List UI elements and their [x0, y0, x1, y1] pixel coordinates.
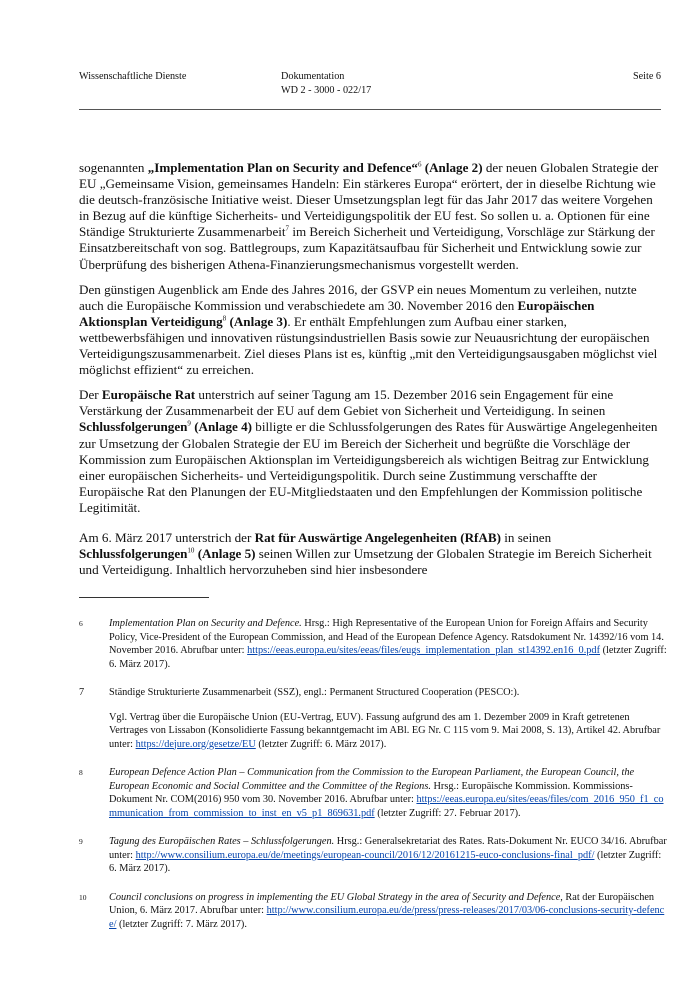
- footnote-number: 10: [79, 892, 87, 902]
- paragraph-4: Am 6. März 2017 unterstrich der Rat für Auswärtige Angelegenheiten (RfAB) in seinen Schlussfolgerungen$^{10}$ (Anlage 5) seinen Willen zur Umsetzung der Globalen Strategie im Bereich Sicherheit und Verteidigung. Inhaltlich hervorzuheben sind hier insbesondere: [79, 529, 652, 578]
- footnote-number: 7: [79, 687, 85, 698]
- footnote-8: 8 European Defence Action Plan – Communication from the Commission to the European Parliament, the European Council, the European Economic and Social Committee and the Committee of the Regions. Hrsg.: Europäische Kommission. Kommissions-Dokument Nr. COM(2016) 950 vom 30. November 2016. Abrufbar unter: https://eeas.europa.eu/sites/eeas/files/com_2016_950_f1_communication_from_commission_to_inst_en_v5_p1_869631.pdf (letzter Zugriff: 27. Februar 2017).: [79, 767, 664, 819]
- footnote-ref-10[interactable]: 10: [187, 546, 195, 555]
- footnote-6-link[interactable]: https://eeas.europa.eu/sites/eeas/files/eugs_implementation_plan_st14392.en16_0.pdf: [247, 645, 600, 656]
- footnote-9-link[interactable]: http://www.consilium.europa.eu/de/meetings/european-council/2016/12/20161215-euco-conclusions-final_pdf/: [135, 849, 595, 861]
- footnote-number: 6: [79, 619, 83, 628]
- header-doc-type: Dokumentation: [281, 71, 345, 82]
- footnote-7: 7 Ständige Strukturierte Zusammenarbeit (SSZ), engl.: Permanent Structured Cooperation (PESCO:). Vgl. Vertrag über die Europäische Union (EU-Vertrag, EUV). Fassung aufgrund des am 1. Dezember 2009 in Kraft getretenen Vertrages von Lissabon (Konsolidierte Fassung bekanntgemacht im ABl. EG Nr. C 115 vom 9. Mai 2008, S. 13), Artikel 42. Abrufbar unter: https://dejure.org/gesetze/EU (letzter Zugriff: 6. März 2017).: [79, 687, 661, 750]
- footnote-10: 10 Council conclusions on progress in implementing the EU Global Strategy in the area of Security and Defence, Rat der Europäischen Union, 6. März 2017. Abrufbar unter: http://www.consilium.europa.eu/de/press/press-releases/2017/03/06-conclusions-security-defence/ (letzter Zugriff: 7. März 2017).: [79, 891, 665, 930]
- footnote-separator: [79, 597, 209, 598]
- header-left: Wissenschaftliche Dienste: [79, 71, 187, 82]
- header-doc-number: WD 2 - 3000 - 022/17: [281, 85, 372, 96]
- footnote-ref-8[interactable]: 8: [222, 314, 227, 323]
- footnote-number: 9: [79, 837, 83, 846]
- footnotes: [79, 617, 669, 946]
- main-text: [79, 160, 661, 587]
- paragraph-2: Den günstigen Augenblick am Ende des Jahres 2016, der GSVP ein neues Momentum zu verleihen, nutzte auch die Europäische Kommission und verabschiedete am 30. November 2016 den Europäischen Aktionsplan Verteidigung$^8$ (Anlage 3). Er enthält Empfehlungen zum Aufbau einer starken, wettbewerbsfähigen und innovativen rüstungsindustriellen Basis sowie zur Neuausrichtung der europäischen Verteidigungszusammenarbeit. Ziel dieses Plans ist es, künftig „mit den Verteidigungsausgaben möglichst viel möglichst effizient“ zu erreichen.: [79, 281, 658, 378]
- footnote-9: 9 Tagung des Europäischen Rates – Schlussfolgerungen. Hrsg.: Generalsekretariat des Rates. Rats-Dokument Nr. EUCO 34/16. Abrufbar unter: http://www.consilium.europa.eu/de/meetings/european-council/2016/12/20161215-euco-conclusions-final_pdf/ (letzter Zugriff: 6. März 2017).: [79, 836, 667, 874]
- footnote-number: 8: [79, 768, 83, 777]
- paragraph-1: sogenannten „Implementation Plan on Security and Defence“$^6$ (Anlage 2) der neuen Globalen Strategie der EU „Gemeinsame Vision, gemeinsames Handeln: Ein stärkeres Europa“ erörtert, der in dieselbe Richtung wie die deutsch-französische Initiative weist. Dieser Umsetzungsplan legt für das Jahr 2017 das weitere Vorgehen in Bezug auf die künftige Sicherheits- und Verteidigungspolitik der EU fest. So sollen u. a. Optionen für eine Ständige Strukturierte Zusammenarbeit$^7$ im Bereich Sicherheit und Verteidigung, Vorschläge zur Stärkung der Einsatzbereitschaft von sog. Battlegroups, zum Kapazitätsaufbau für Sicherheit und Entwicklung sowie zur Überprüfung des bisherigen Athena-Finanzierungsmechanismus vorgestellt werden.: [79, 160, 659, 272]
- header-center: [281, 70, 371, 98]
- paragraph-3: Der Europäische Rat unterstrich auf seiner Tagung am 15. Dezember 2016 sein Engagement für eine Verstärkung der Zusammenarbeit der EU auf dem Gebiet von Sicherheit und Verteidigung. In seinen Schlussfolgerungen$^9$ (Anlage 4) billigte er die Schlussfolgerungen des Rates für Auswärtige Angelegenheiten zur Umsetzung der Globalen Strategie der EU im Bereich der Sicherheit und begrüßte die Vorschläge der Kommission zum Europäischen Aktionsplan im Verteidigungsbereich als wichtigen Beitrag zur Entwicklung einer europäischen Sicherheits- und Verteidigungspolitik. Durch seine Zustimmung verschaffte der Europäische Rat den Planungen der EU-Mitgliedstaaten und den Empfehlungen der Kommission politische Legitimität.: [79, 387, 658, 515]
- footnote-8-link[interactable]: https://eeas.europa.eu/sites/eeas/files/com_2016_950_f1_communication_from_commission_to_inst_en_v5_p1_869631.pdf: [109, 794, 664, 819]
- footnote-ref-7[interactable]: 7: [285, 225, 290, 234]
- header-divider: [79, 109, 661, 110]
- footnote-10-link[interactable]: http://www.consilium.europa.eu/de/press/press-releases/2017/03/06-conclusions-security-defence/: [109, 905, 665, 930]
- footnote-7-link[interactable]: https://dejure.org/gesetze/EU: [135, 738, 256, 750]
- footnote-ref-6[interactable]: 6: [417, 160, 422, 169]
- footnote-ref-9[interactable]: 9: [187, 420, 191, 429]
- page-number: Seite 6: [632, 71, 661, 82]
- footnote-6: 6 Implementation Plan on Security and Defence. Hrsg.: High Representative of the European Union for Foreign Affairs and Security Policy, Vice-President of the European Commission, and Head of the European Defence Agency. Ratsdokument Nr. 14392/16 vom 14. November 2016. Abrufbar unter: https://eeas.europa.eu/sites/eeas/files/eugs_implementation_plan_st14392.en16_0.pdf (letzter Zugriff: 6. März 2017).: [79, 618, 667, 670]
